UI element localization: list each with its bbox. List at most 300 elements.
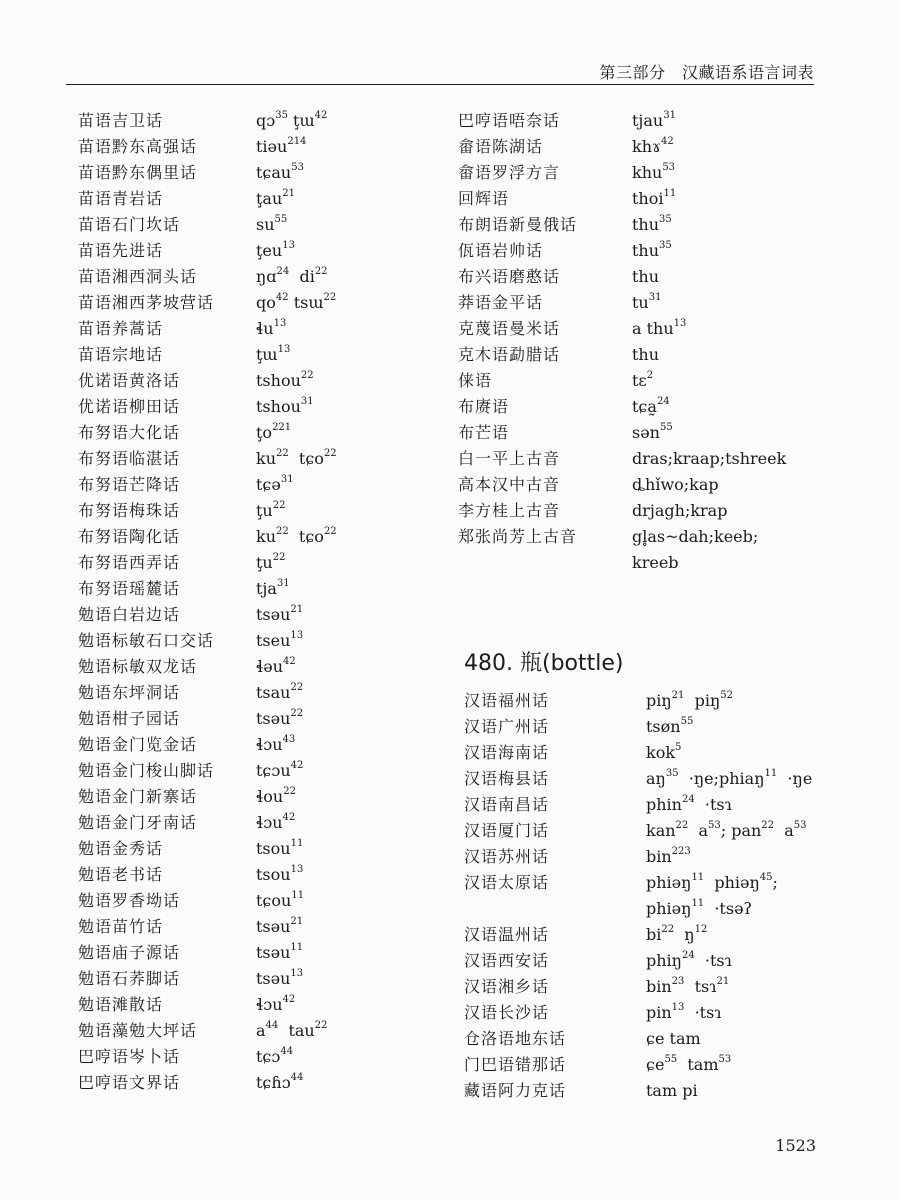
word-entry-row	[78, 134, 423, 160]
form-segment: tɕo	[288, 449, 324, 468]
word-form	[256, 1018, 327, 1044]
language-name: 汉语湘乡话	[464, 977, 550, 996]
word-form	[256, 966, 303, 992]
language-name: 勉语滩散话	[78, 995, 164, 1014]
form-segment: su	[256, 215, 275, 234]
language-name: 汉语福州话	[464, 691, 550, 710]
tone-superscript: 42	[314, 109, 328, 121]
language-name: 汉语西安话	[464, 951, 550, 970]
form-segment: tsəu	[256, 943, 291, 962]
tone-superscript: 24	[276, 265, 290, 277]
form-segment: tu	[632, 293, 649, 312]
word-entry-row	[78, 810, 423, 836]
language-name: 布努语梅珠话	[78, 501, 181, 520]
word-entry-row	[78, 186, 423, 212]
form-segment: ɬu	[256, 319, 274, 338]
tone-superscript: 53	[708, 819, 721, 831]
word-form	[632, 524, 758, 550]
tone-superscript: 24	[681, 793, 695, 805]
tone-superscript: 35	[659, 213, 672, 225]
word-form	[632, 550, 679, 576]
word-entry-row	[464, 948, 818, 974]
word-form	[256, 368, 314, 394]
tone-superscript: 53	[793, 819, 807, 831]
tone-superscript: 22	[300, 369, 314, 381]
word-entry-row	[78, 394, 423, 420]
form-segment: tshou	[256, 371, 301, 390]
tone-superscript: 55	[664, 1053, 678, 1065]
word-form	[632, 212, 672, 238]
word-form	[646, 870, 778, 896]
language-name: 巴哼语唔奈话	[458, 111, 561, 130]
form-segment: ·tsɿ	[684, 1003, 722, 1022]
tone-superscript: 12	[694, 923, 708, 935]
tone-superscript: 31	[276, 577, 290, 589]
form-segment: gl̥as~dah;keeb;	[632, 527, 759, 546]
tone-superscript: 35	[659, 239, 672, 251]
word-form	[256, 342, 290, 368]
tone-superscript: 31	[648, 291, 662, 303]
tone-superscript: 13	[671, 1001, 685, 1013]
tone-superscript: 22	[283, 785, 296, 797]
word-form	[256, 212, 287, 238]
form-segment: ·ŋe	[777, 769, 813, 788]
word-entry-row	[78, 1044, 423, 1070]
word-form	[632, 342, 659, 368]
form-segment: tiəu	[256, 137, 288, 156]
form-segment: ku	[256, 527, 276, 546]
word-form	[646, 740, 681, 766]
word-form	[256, 914, 303, 940]
tone-superscript: 21	[282, 187, 296, 199]
tone-superscript: 11	[290, 837, 304, 849]
word-entry-row	[78, 940, 423, 966]
word-entry-row	[78, 550, 423, 576]
word-form	[646, 974, 729, 1000]
word-entry-row	[464, 766, 818, 792]
word-entry-row	[464, 974, 818, 1000]
form-segment: phiəŋ	[646, 899, 692, 918]
language-name: 汉语梅县话	[464, 769, 550, 788]
form-segment: ţu	[256, 553, 273, 572]
form-segment: tɕou	[256, 891, 292, 910]
word-entry-row	[78, 602, 423, 628]
language-name: 勉语白岩边话	[78, 605, 181, 624]
word-form	[256, 472, 294, 498]
form-segment: thoi	[632, 189, 664, 208]
language-name: 俫语	[458, 371, 493, 390]
tone-superscript: 31	[300, 395, 314, 407]
language-name: 苗语黔东偶里话	[78, 163, 198, 182]
word-entry-row	[78, 628, 423, 654]
language-name: 克蔑语曼米话	[458, 319, 561, 338]
language-name: 勉语石荞脚话	[78, 969, 181, 988]
language-name: 勉语苗竹话	[78, 917, 164, 936]
form-segment: khɤ	[632, 137, 662, 156]
word-entry-row	[78, 732, 423, 758]
word-form	[256, 238, 295, 264]
form-segment: ŋ	[674, 925, 695, 944]
word-entry-row	[78, 992, 423, 1018]
language-name: 优诺语黄洛话	[78, 371, 181, 390]
word-entry-row	[464, 1000, 818, 1026]
tone-superscript: 22	[272, 499, 286, 511]
form-segment: ɬɔu	[256, 735, 283, 754]
word-form	[256, 758, 303, 784]
word-form	[256, 524, 337, 550]
word-entry-row	[78, 862, 423, 888]
language-name: 莽语金平话	[458, 293, 544, 312]
word-form	[256, 706, 303, 732]
form-segment: ŋɑ	[256, 267, 277, 286]
word-entry-row	[78, 1070, 423, 1096]
section-title: 瓶(bottle)	[519, 651, 624, 676]
form-segment: kan	[646, 821, 676, 840]
word-form	[256, 290, 336, 316]
language-name: 苗语湘西洞头话	[78, 267, 198, 286]
word-entry-row	[464, 818, 818, 844]
word-form	[256, 992, 295, 1018]
tone-superscript: 11	[290, 941, 304, 953]
form-segment: tsɯ	[288, 293, 324, 312]
form-segment: ɬɔu	[256, 995, 283, 1014]
word-form	[256, 888, 304, 914]
form-segment: tjau	[632, 111, 664, 130]
word-form	[632, 394, 670, 420]
tone-superscript: 42	[275, 291, 289, 303]
language-name: 畲语罗浮方言	[458, 163, 561, 182]
language-name: 勉语罗香坳话	[78, 891, 181, 910]
word-entry-row	[458, 316, 818, 342]
language-name: 勉语金门梭山脚话	[78, 761, 215, 780]
language-name: 勉语柑子园话	[78, 709, 181, 728]
form-segment: aŋ	[646, 769, 666, 788]
tone-superscript: 42	[290, 759, 304, 771]
tone-superscript: 13	[673, 317, 687, 329]
word-form	[646, 792, 732, 818]
language-name: 苗语吉卫话	[78, 111, 164, 130]
form-segment: ɬou	[256, 787, 284, 806]
tone-superscript: 13	[277, 343, 291, 355]
word-form	[646, 818, 806, 844]
word-entry-row	[78, 160, 423, 186]
tone-superscript: 223	[671, 845, 691, 857]
form-segment: piŋ	[684, 691, 721, 710]
word-form	[632, 186, 676, 212]
word-entry-row	[78, 420, 423, 446]
header-rule	[66, 84, 814, 85]
form-segment: tɕɔ	[256, 1047, 281, 1066]
language-name: 苗语先进话	[78, 241, 164, 260]
form-segment: bin	[646, 847, 672, 866]
word-form	[632, 368, 653, 394]
form-segment: ·tsɿ	[694, 951, 732, 970]
word-form	[256, 628, 303, 654]
word-entry-row	[458, 472, 818, 498]
form-segment: sən	[632, 423, 660, 442]
tone-superscript: 11	[764, 767, 778, 779]
tone-superscript: 24	[656, 395, 670, 407]
tone-superscript: 11	[663, 187, 677, 199]
word-entry-row	[78, 784, 423, 810]
tone-superscript: 55	[680, 715, 694, 727]
word-entry-row	[464, 870, 818, 896]
form-segment: tshou	[256, 397, 301, 416]
tone-superscript: 13	[273, 317, 287, 329]
word-entry-row	[464, 688, 818, 714]
language-name: 布朗语新曼俄话	[458, 215, 578, 234]
form-segment: tɕɔu	[256, 761, 291, 780]
tone-superscript: 21	[716, 975, 730, 987]
word-entry-row	[78, 108, 423, 134]
tone-superscript: 13	[290, 967, 304, 979]
language-name: 汉语厦门话	[464, 821, 550, 840]
word-entry-row	[458, 264, 818, 290]
tone-superscript: 22	[761, 819, 775, 831]
form-segment: tam pi	[646, 1081, 698, 1100]
form-segment: ɕe tam	[646, 1029, 701, 1048]
word-form	[256, 394, 314, 420]
word-entry-row	[458, 550, 818, 576]
word-entry-row	[464, 1026, 818, 1052]
form-segment: tɕau	[256, 163, 292, 182]
word-entry-row	[78, 498, 423, 524]
word-form	[632, 264, 659, 290]
word-entry-row	[78, 368, 423, 394]
tone-superscript: 53	[718, 1053, 732, 1065]
language-name: 巴哼语岑卜话	[78, 1047, 181, 1066]
form-segment: tɕə	[256, 475, 281, 494]
word-form	[256, 550, 285, 576]
form-segment: ; pan	[720, 821, 762, 840]
tone-superscript: 52	[720, 689, 733, 701]
word-form	[256, 160, 304, 186]
word-entry-row	[78, 264, 423, 290]
form-segment: ɕe	[646, 1055, 665, 1074]
word-form	[256, 810, 295, 836]
word-entry-row	[78, 1018, 423, 1044]
form-segment: dras;kraap;tshreek	[632, 449, 787, 468]
word-entry-row	[78, 914, 423, 940]
language-name: 勉语金门览金话	[78, 735, 198, 754]
form-segment: khu	[632, 163, 663, 182]
word-form	[646, 896, 752, 922]
word-entry-row	[464, 714, 818, 740]
tone-superscript: 2	[646, 369, 654, 381]
word-entry-row	[464, 922, 818, 948]
form-segment: ţɯ	[256, 345, 278, 364]
form-segment: drjagh;krap	[632, 501, 728, 520]
form-segment: tja	[256, 579, 277, 598]
language-name: 布努语西弄话	[78, 553, 181, 572]
word-form	[632, 472, 719, 498]
language-name: 苗语宗地话	[78, 345, 164, 364]
tone-superscript: 22	[323, 447, 337, 459]
word-form	[256, 186, 295, 212]
language-name: 优诺语柳田话	[78, 397, 181, 416]
word-form	[632, 498, 727, 524]
word-entry-row	[78, 680, 423, 706]
word-entry-row	[458, 368, 818, 394]
form-segment: a	[688, 821, 708, 840]
word-form	[632, 290, 661, 316]
word-form	[256, 862, 303, 888]
tone-superscript: 11	[291, 889, 305, 901]
word-entry-row	[78, 654, 423, 680]
tone-superscript: 44	[280, 1045, 294, 1057]
language-name: 勉语东坪洞话	[78, 683, 181, 702]
form-segment: a	[774, 821, 794, 840]
form-segment: ;	[772, 873, 778, 892]
form-segment: bi	[646, 925, 662, 944]
word-form	[256, 1070, 303, 1096]
language-name: 勉语老书话	[78, 865, 164, 884]
form-segment: phiŋ	[646, 951, 682, 970]
form-segment: ţɯ	[287, 111, 315, 130]
tone-superscript: 22	[290, 707, 304, 719]
form-segment: ţau	[256, 189, 283, 208]
form-segment: phiəŋ	[704, 873, 760, 892]
word-form	[256, 108, 327, 134]
tone-superscript: 221	[272, 421, 292, 433]
form-segment: a thu	[632, 319, 674, 338]
form-segment: tɛ	[632, 371, 647, 390]
tone-superscript: 13	[282, 239, 295, 251]
form-segment: tsəu	[256, 969, 291, 988]
tone-superscript: 55	[274, 213, 288, 225]
form-segment: tsəu	[256, 709, 291, 728]
word-form	[632, 420, 673, 446]
form-segment: tsou	[256, 865, 291, 884]
language-name: 畲语陈湖话	[458, 137, 544, 156]
tone-superscript: 42	[282, 811, 296, 823]
tone-superscript: 13	[290, 863, 304, 875]
language-name: 汉语长沙话	[464, 1003, 550, 1022]
tone-superscript: 22	[290, 681, 304, 693]
form-segment: tsøn	[646, 717, 681, 736]
tone-superscript: 35	[665, 767, 679, 779]
word-form	[646, 688, 733, 714]
language-name: 勉语金门新寨话	[78, 787, 198, 806]
word-form	[646, 1000, 722, 1026]
word-form	[256, 784, 296, 810]
tone-superscript: 42	[661, 135, 674, 147]
language-name: 李方桂上古音	[458, 501, 561, 520]
section-heading	[464, 646, 818, 676]
form-segment: qɔ	[256, 111, 276, 130]
tone-superscript: 22	[661, 923, 675, 935]
word-entry-row	[78, 212, 423, 238]
word-entry-row	[458, 290, 818, 316]
language-name: 布赓语	[458, 397, 510, 416]
word-entry-row	[464, 1052, 818, 1078]
word-entry-row	[464, 844, 818, 870]
language-name: 高本汉中古音	[458, 475, 561, 494]
word-form	[646, 714, 693, 740]
language-name: 佤语岩帅话	[458, 241, 544, 260]
word-entry-row	[458, 342, 818, 368]
form-segment: ȡhǐwo;kap	[632, 475, 719, 494]
form-segment: thu	[632, 345, 660, 364]
form-segment: di	[289, 267, 315, 286]
language-name: 汉语苏州话	[464, 847, 550, 866]
word-form	[646, 766, 812, 792]
form-segment: ·tsɿ	[694, 795, 732, 814]
form-segment: tsau	[256, 683, 291, 702]
word-form	[632, 446, 786, 472]
tone-superscript: 23	[671, 975, 685, 987]
language-name: 汉语南昌话	[464, 795, 550, 814]
form-segment: tsəu	[256, 917, 291, 936]
tone-superscript: 53	[291, 161, 304, 173]
word-entry-row	[464, 1078, 818, 1104]
form-segment: tseu	[256, 631, 291, 650]
form-segment: thu	[632, 215, 660, 234]
word-form	[646, 1026, 701, 1052]
language-name: 白一平上古音	[458, 449, 561, 468]
form-segment: tsəu	[256, 605, 291, 624]
form-segment: tau	[278, 1021, 315, 1040]
form-segment: kok	[646, 743, 676, 762]
language-name: 门巴语错那话	[464, 1055, 567, 1074]
word-form	[632, 160, 675, 186]
word-form	[256, 680, 303, 706]
word-form	[256, 420, 291, 446]
language-name: 布努语临湛话	[78, 449, 181, 468]
language-name: 勉语藻勉大坪话	[78, 1021, 198, 1040]
tone-superscript: 11	[691, 897, 705, 909]
language-name: 苗语黔东高强话	[78, 137, 198, 156]
form-segment: piŋ	[646, 691, 672, 710]
form-segment: tsou	[256, 839, 291, 858]
word-form	[632, 108, 676, 134]
tone-superscript: 42	[283, 655, 296, 667]
word-form	[256, 1044, 293, 1070]
form-segment: phiəŋ	[646, 873, 692, 892]
tone-superscript: 22	[675, 819, 689, 831]
language-name: 汉语温州话	[464, 925, 550, 944]
language-name: 苗语湘西茅坡营话	[78, 293, 215, 312]
section-number: 480.	[464, 651, 513, 676]
language-name: 勉语庙子源话	[78, 943, 181, 962]
form-segment: ku	[256, 449, 276, 468]
word-entry-row	[464, 896, 818, 922]
tone-superscript: 22	[314, 1019, 328, 1031]
word-entry-row	[78, 966, 423, 992]
word-entry-row	[78, 238, 423, 264]
tone-superscript: 31	[663, 109, 676, 121]
left-column	[78, 108, 423, 1096]
word-form	[632, 238, 672, 264]
word-form	[256, 316, 286, 342]
language-name: 布努语陶化话	[78, 527, 181, 546]
word-entry-row	[458, 186, 818, 212]
tone-superscript: 43	[282, 733, 296, 745]
language-name: 布芒语	[458, 423, 510, 442]
word-form	[646, 948, 732, 974]
word-entry-row	[78, 342, 423, 368]
form-segment: ɬəu	[256, 657, 284, 676]
word-entry-row	[78, 706, 423, 732]
word-entry-row	[458, 238, 818, 264]
language-name: 苗语石门坎话	[78, 215, 181, 234]
word-entry-row	[78, 836, 423, 862]
tone-superscript: 53	[662, 161, 676, 173]
tone-superscript: 22	[323, 291, 337, 303]
word-form	[646, 844, 691, 870]
form-segment: ɬɔu	[256, 813, 283, 832]
word-entry-row	[78, 290, 423, 316]
